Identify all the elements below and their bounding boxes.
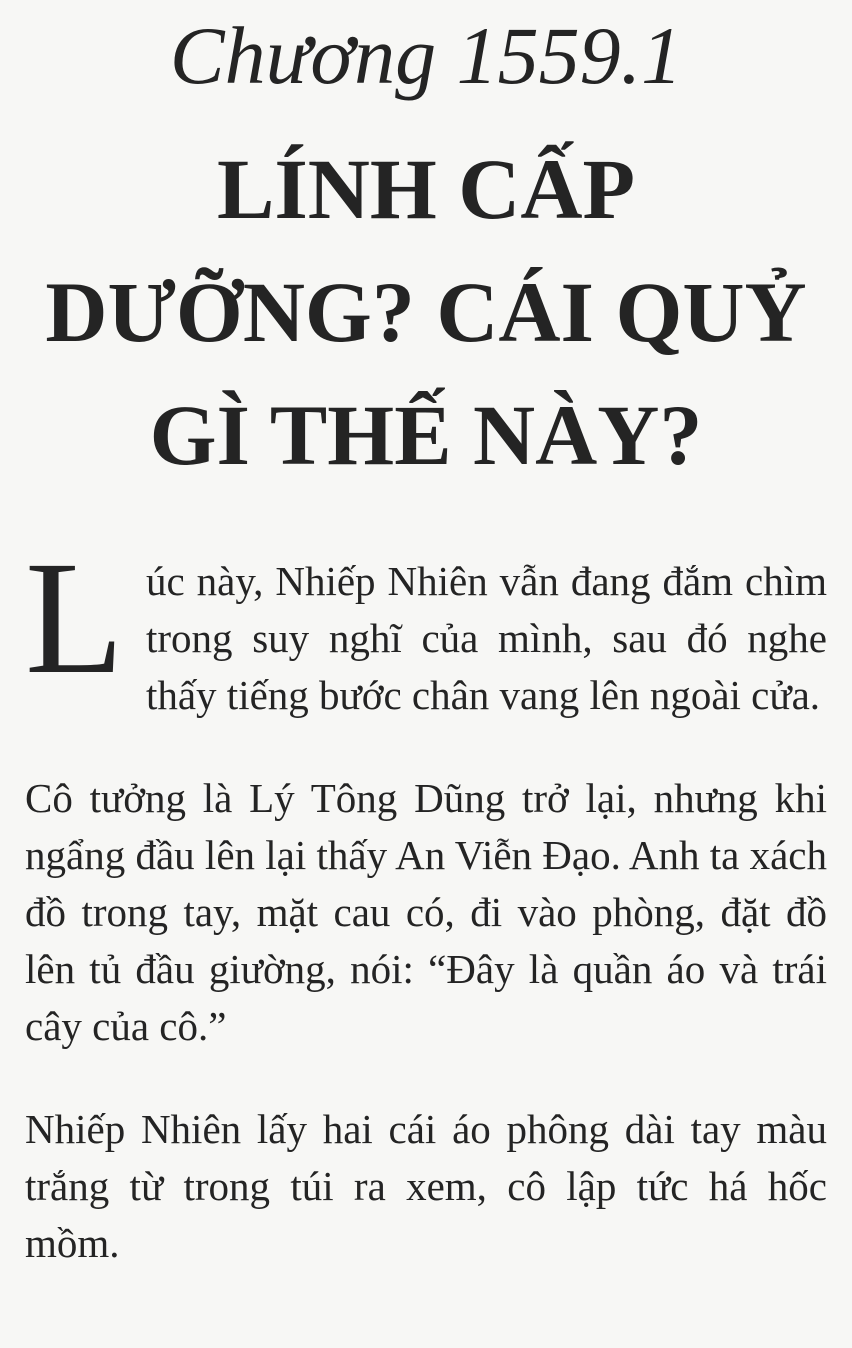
- paragraph-3-text: Nhiếp Nhiên lấy hai cái áo phông dài tay màu trắng từ trong túi ra xem, cô lập tức há hốc mồm.: [25, 1106, 827, 1266]
- drop-cap: L: [25, 529, 124, 708]
- paragraph-2: [25, 770, 827, 1055]
- paragraph-3: [25, 1101, 827, 1272]
- paragraph-1: [25, 529, 827, 724]
- chapter-heading-line-3: GÌ THẾ NÀY?: [149, 387, 703, 483]
- chapter-heading-line-1: LÍNH CẤP: [216, 141, 636, 237]
- chapter-number-title: Chương 1559.1: [169, 10, 683, 101]
- paragraph-1-text: úc này, Nhiếp Nhiên vẫn đang đắm chìm trong suy nghĩ của mình, sau đó nghe thấy tiếng bước chân vang lên ngoài cửa.: [145, 558, 827, 718]
- paragraph-2-text: Cô tưởng là Lý Tông Dũng trở lại, nhưng khi ngẩng đầu lên lại thấy An Viễn Đạo. Anh ta xách đồ trong tay, mặt cau có, đi vào phòng, đặt đồ lên tủ đầu giường, nói: “Đây là quần áo và trái cây của cô.”: [25, 775, 827, 1049]
- chapter-heading-line-2: DƯỠNG? CÁI QUỶ: [45, 264, 807, 360]
- chapter-heading: [25, 128, 827, 497]
- chapter-body: [25, 529, 827, 1272]
